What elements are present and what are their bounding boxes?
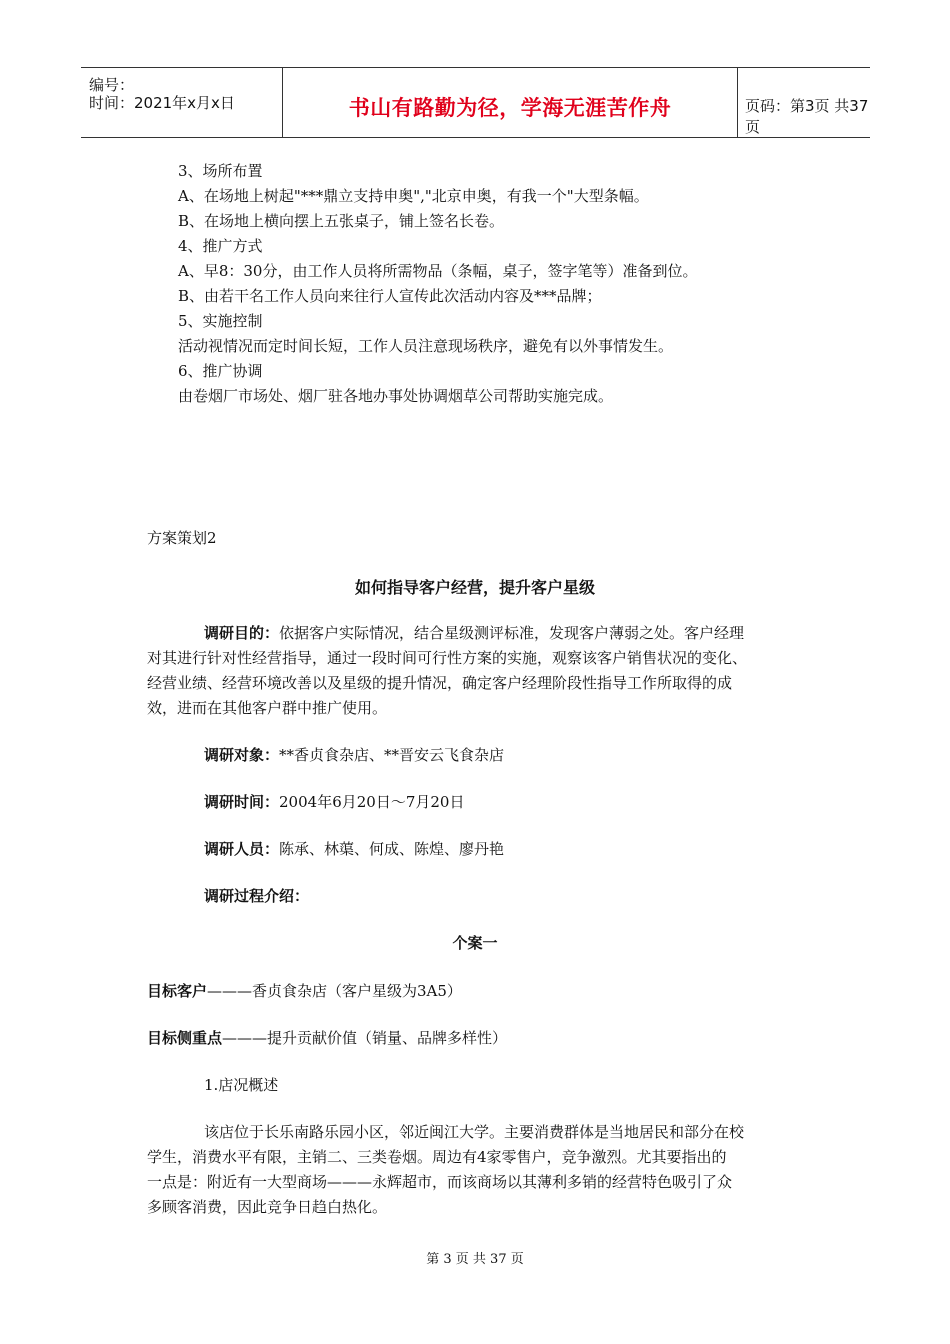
target-line [147, 980, 462, 1001]
purpose-line-3: 经营业绩、经营环境改善以及星级的提升情况，确定客户经理阶段性指导工作所取得的成 [147, 674, 733, 692]
target-text: ———香贞食杂店（客户星级为3A5） [207, 982, 462, 1000]
object-label: 调研对象： [204, 746, 280, 764]
motto: 书山有路勤为径，学海无涯苦作舟 [348, 96, 672, 120]
time-label-body: 调研时间： [204, 793, 280, 811]
section-4-title: 4、推广方式 [178, 237, 263, 255]
section-5-text: 活动视情况而定时间长短，工作人员注意现场秩序，避免有以外事情发生。 [178, 337, 674, 355]
time-label: 时间：2021年x月x日 [89, 94, 235, 112]
page-footer: 第 3 页 共 37 页 [426, 1252, 524, 1267]
staff-line [204, 838, 504, 859]
purpose-line-4: 效，进而在其他客户群中推广使用。 [147, 699, 388, 717]
header-left-cell [81, 68, 281, 137]
focus-text: ———提升贡献价值（销量、品牌多样性） [222, 1029, 508, 1047]
plan-2-label: 方案策划2 [147, 529, 217, 547]
overview-line-1: 该店位于长乐南路乐园小区，邻近闽江大学。主要消费群体是当地居民和部分在校 [204, 1123, 745, 1141]
number-label: 编号： [89, 76, 135, 94]
time-text: 2004年6月20日～7月20日 [279, 793, 465, 811]
header-motto-cell [282, 68, 738, 137]
plan-2-title: 如何指导客户经营，提升客户星级 [354, 578, 595, 597]
section-4-a: A、早8：30分，由工作人员将所需物品（条幅，桌子，签字笔等）准备到位。 [178, 262, 698, 280]
section-4-b: B、由若干名工作人员向来往行人宣传此次活动内容及***品牌； [178, 287, 602, 305]
staff-label: 调研人员： [204, 840, 280, 858]
target-label: 目标客户 [147, 982, 208, 1000]
purpose-text-1: 依据客户实际情况，结合星级测评标准，发现客户薄弱之处。客户经理 [279, 624, 745, 642]
purpose-line-1 [204, 622, 744, 643]
overview-line-4: 多顾客消费，因此竞争日趋白热化。 [147, 1198, 388, 1216]
purpose-line-2: 对其进行针对性经营指导，通过一段时间可行性方案的实施，观察该客户销售状况的变化、 [147, 649, 748, 667]
overview-title: 1.店况概述 [204, 1076, 279, 1094]
time-line [204, 791, 464, 812]
section-6-title: 6、推广协调 [178, 362, 263, 380]
section-6-text: 由卷烟厂市场处、烟厂驻各地办事处协调烟草公司帮助实施完成。 [178, 387, 614, 405]
section-5-title: 5、实施控制 [178, 312, 263, 330]
section-3-b: B、在场地上横向摆上五张桌子，铺上签名长卷。 [178, 212, 505, 230]
purpose-label: 调研目的： [204, 624, 280, 642]
page-info: 页码：第3页 共37页 [745, 97, 869, 136]
process-label: 调研过程介绍： [204, 887, 310, 905]
staff-text: 陈承、林蕖、何成、陈煌、廖丹艳 [279, 840, 505, 858]
object-line [204, 744, 504, 765]
section-3-a: A、在场地上树起"***鼎立支持申奥","北京申奥，有我一个"大型条幅。 [178, 187, 649, 205]
overview-line-2: 学生，消费水平有限，主销二、三类卷烟。周边有4家零售户，竞争激烈。尤其要指出的 [147, 1148, 727, 1166]
focus-line [147, 1027, 507, 1048]
focus-label: 目标侧重点 [147, 1029, 223, 1047]
overview-line-3: 一点是：附近有一大型商场———永辉超市，而该商场以其薄利多销的经营特色吸引了众 [147, 1173, 733, 1191]
header-table [81, 67, 870, 138]
section-3-title: 3、场所布置 [178, 162, 263, 180]
object-text: **香贞食杂店、**晋安云飞食杂店 [279, 746, 505, 764]
case-1-title: 个案一 [452, 934, 498, 952]
